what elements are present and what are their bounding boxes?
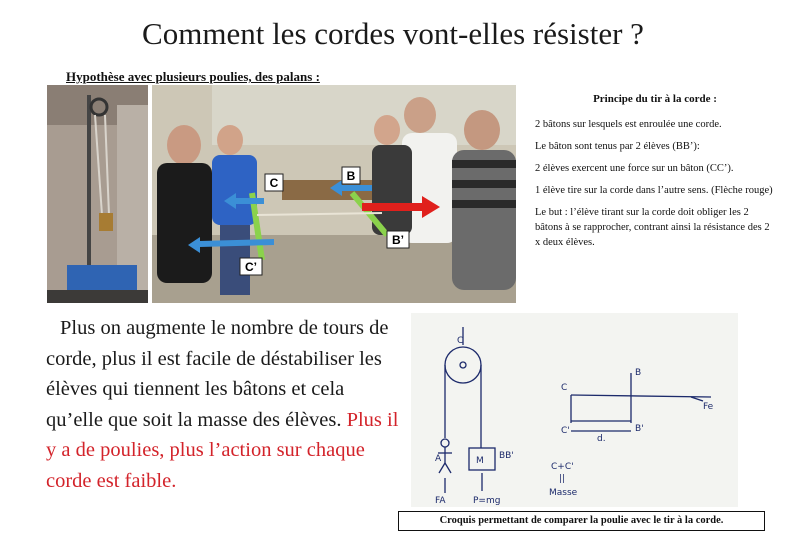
- principle-item: 1 élève tire sur la corde dans l’autre sens. (Flèche rouge): [535, 185, 773, 196]
- photo-label-b: B: [346, 169, 356, 183]
- sketch-label-fe: Fe: [703, 402, 714, 412]
- sketch-label-d: d.: [597, 434, 606, 444]
- photo-label-b-prime: B’: [392, 233, 404, 247]
- principle-item: Le bâton sont tenus par 2 élèves (BB’):: [535, 141, 700, 152]
- photo-label-c-prime: C’: [245, 260, 257, 274]
- page-title: Comment les cordes vont-elles résister ?: [142, 16, 644, 51]
- sketch-label-cc: C+C': [551, 462, 574, 472]
- sketch-label-fa: FA: [435, 496, 446, 506]
- sketch-label-c: C: [561, 383, 568, 393]
- principle-panel: [535, 92, 775, 257]
- svg-text:C: C: [457, 336, 464, 346]
- conclusion-text: [46, 313, 406, 496]
- conclusion-part1: Plus on augmente le nombre de tours de corde, plus il est facile de déstabiliser les élèves qui tiennent les bâtons et cela qu’elle que soit la masse des élèves.: [46, 317, 389, 431]
- principle-item: Le but : l’élève tirant sur la corde doit obliger les 2 bâtons à se rapprocher, contrant ainsi la résistance des 2 x deux élèves.: [535, 207, 770, 248]
- sketch-label-p: P=mg: [473, 496, 501, 506]
- hypothesis-heading: Hypothèse avec plusieurs poulies, des palans :: [66, 69, 320, 84]
- sketch-label-a: A: [435, 454, 442, 464]
- sketch-label-masse: Masse: [549, 488, 578, 498]
- whiteboard-sketch: [411, 313, 738, 507]
- principle-item: 2 bâtons sur lesquels est enroulée une corde.: [535, 119, 722, 130]
- sketch-label-bb: BB': [499, 451, 514, 461]
- conclusion-part2: Plus il y a de poulies, plus l’action sur chaque corde est faible.: [46, 408, 399, 492]
- sketch-label-equal: ||: [559, 474, 566, 484]
- sketch-caption: Croquis permettant de comparer la poulie avec le tir à la corde.: [398, 511, 765, 531]
- sketch-label-c-prime: C': [561, 426, 570, 436]
- pulley-photo: [47, 85, 148, 303]
- principle-item: 2 élèves exercent une force sur un bâton (CC’).: [535, 163, 734, 174]
- sketch-label-m: M: [476, 456, 484, 466]
- photo-label-c: C: [269, 176, 279, 190]
- tug-of-war-photo: [152, 85, 516, 303]
- sketch-label-b: B: [635, 368, 642, 378]
- sketch-label-b-prime: B': [635, 424, 644, 434]
- principle-heading: Principe du tir à la corde :: [593, 93, 717, 105]
